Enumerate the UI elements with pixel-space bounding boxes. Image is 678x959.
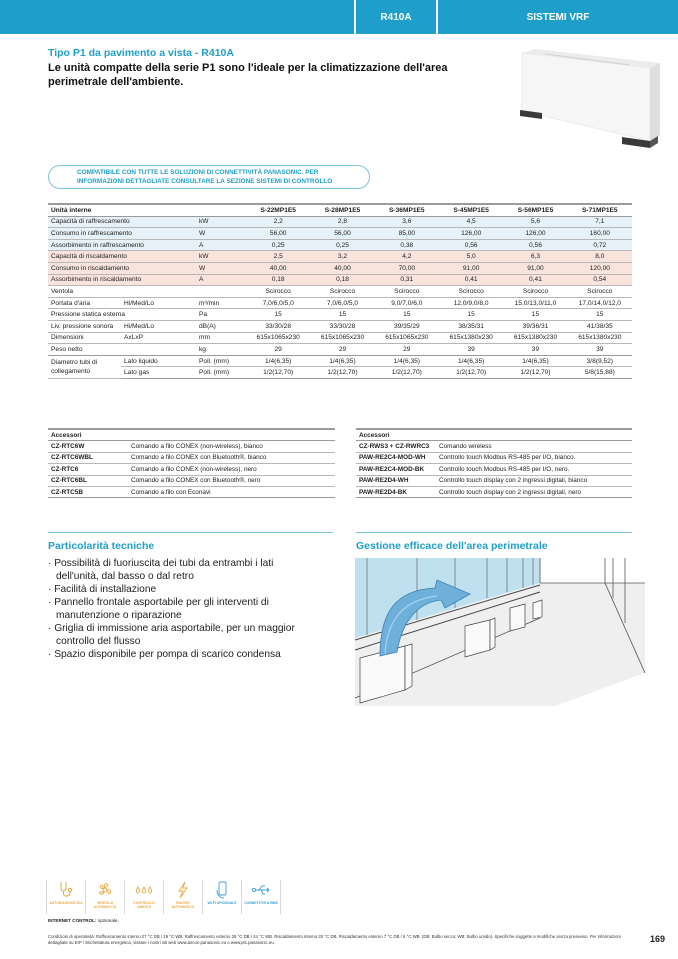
specification-table [48,203,632,379]
spec-value: Scirocco [310,286,374,298]
pipe-label-line-1: Diametro tubi di [51,358,98,366]
feature-badge-label: WI-FI OPZIONALE [207,901,237,905]
model-name: S-22MP1E5 [246,204,310,216]
accessory-row [356,475,632,486]
accessory-description: Comando a filo CONEX (non-wireless), bianco [128,441,335,452]
accessory-row [48,464,335,475]
pipe-label [48,355,121,378]
spec-value: 1/2(12,70) [375,367,439,379]
perimeter-illustration [355,558,650,706]
spec-label: Consumo in riscaldamento [48,262,196,274]
spec-value: 2,5 [246,251,310,263]
model-name: S-56MP1E5 [503,204,567,216]
spec-value: 40,00 [246,262,310,274]
spec-row [48,309,632,321]
spec-label: Portata d'aria [48,297,121,309]
spec-value: Scirocco [439,286,503,298]
internet-control-label: INTERNET CONTROL: [48,918,97,923]
spec-label: Capacità di raffrescamento [48,216,196,228]
spec-value: 15 [246,309,310,321]
spec-value: 39 [439,344,503,356]
connectivity-notice [48,165,370,189]
feature-badge-label: CONTROLLO UMIDITÀ [133,901,155,909]
accessories-header [356,429,632,441]
feature-badge-riavvio [164,880,203,914]
accessory-description: Controllo touch display con 2 ingressi digitali, nero [436,486,632,497]
accessory-row [356,452,632,463]
spec-value: 0,18 [246,274,310,286]
feature-badge-ventola [86,880,125,914]
spec-value: 33/30/28 [246,320,310,332]
stethoscope-icon [56,881,76,899]
spec-value: 3,6 [375,216,439,228]
spec-row [48,262,632,274]
spec-label: Ventola [48,286,196,298]
spec-value: 1/2(12,70) [503,367,567,379]
spec-value: 0,54 [568,274,632,286]
spec-value: 126,00 [439,228,503,240]
spec-row [48,332,632,344]
spec-label: Assorbimento in riscaldamento [48,274,196,286]
feature-badge-autodiagnostica [46,880,86,914]
spec-unit: A [196,274,246,286]
model-name: S-28MP1E5 [310,204,374,216]
accessory-description: Comando a filo CONEX con Bluetooth®, nero [128,475,335,486]
spec-value: 39/35/29 [375,320,439,332]
spec-value: 56,00 [246,228,310,240]
refrigerant-tab: R410A [380,11,412,23]
model-name: S-45MP1E5 [439,204,503,216]
section-tab: SISTEMI VRF [526,11,590,23]
spec-unit: kW [196,216,246,228]
spec-value: 12,0/9,0/8,0 [439,297,503,309]
accessory-row [48,452,335,463]
spec-row [48,297,632,309]
section-divider [48,532,333,533]
spec-value: 15 [375,309,439,321]
internet-control-value: opzionale. [96,918,119,923]
spec-value: 0,25 [246,239,310,251]
spec-value: 33/30/28 [310,320,374,332]
spec-unit: m³/min [196,297,246,309]
accessory-row [48,486,335,497]
spec-value: 120,00 [568,262,632,274]
pipe-side: Lato gas [121,367,196,379]
spec-value: 85,00 [375,228,439,240]
spec-label: Capacità di riscaldamento [48,251,196,263]
spec-row-pipe-gas [48,367,632,379]
spec-value: 1/4(6,35) [310,355,374,367]
spec-value: 41/38/35 [568,320,632,332]
spec-value: 1/2(12,70) [310,367,374,379]
spec-unit: dB(A) [196,320,246,332]
spec-value: 15 [503,309,567,321]
accessories-table-left [48,428,335,498]
feature-icons-row [46,880,281,914]
accessories-table-right [356,428,632,498]
spec-row [48,228,632,240]
spec-sublabel: Hi/Med/Lo [121,297,196,309]
feature-badge-label: CONNETTIVITÀ BMS [244,901,278,905]
spec-value: 8,0 [568,251,632,263]
spec-value: 29 [375,344,439,356]
spec-label: Assorbimento in raffrescamento [48,239,196,251]
spec-value: 0,72 [568,239,632,251]
accessory-description: Comando a filo con Econavi [128,486,335,497]
spec-value: 1/2(12,70) [439,367,503,379]
accessory-description: Comando a filo CONEX con Bluetooth®, bianco [128,452,335,463]
feature-badge-bms [242,880,281,914]
spec-value: 5/8(15,88) [568,367,632,379]
spec-value: 15 [439,309,503,321]
spec-unit: mm [196,332,246,344]
accessory-description: Controllo touch Modbus RS-485 per I/O, bianco. [436,452,632,463]
spec-value: 3,2 [310,251,374,263]
spec-value: 91,00 [503,262,567,274]
accessory-row [48,475,335,486]
spec-value: Scirocco [246,286,310,298]
accessory-description: Comando wireless [436,441,632,452]
features-list [48,557,308,661]
spec-unit: kW [196,251,246,263]
spec-value: 4,2 [375,251,439,263]
spec-value: 1/4(6,35) [246,355,310,367]
spec-label: Liv. pressione sonora [48,320,121,332]
accessory-row [356,441,632,452]
spec-unit: W [196,228,246,240]
spec-value: 9,0/7,0/6,0 [375,297,439,309]
spec-value: 160,00 [568,228,632,240]
spec-value: 5,0 [439,251,503,263]
accessories-title: Accessori [356,429,632,441]
spec-row [48,216,632,228]
spec-value: 29 [310,344,374,356]
spec-row [48,286,632,298]
feature-badge-wifi [203,880,242,914]
feature-item: · Griglia di immissione aria asportabile, per un maggior controllo del flusso [48,623,295,647]
spec-value: 2,8 [310,216,374,228]
accessory-row [356,464,632,475]
spec-value: 38/35/31 [439,320,503,332]
accessory-description: Comando a filo CONEX (non-wireless), nero [128,464,335,475]
spec-row [48,274,632,286]
product-headline: Le unità compatte della serie P1 sono l'ideale per la climatizzazione dell'area perimetrale dell'ambiente. [48,62,448,88]
spec-unit: kg [196,344,246,356]
model-name: S-36MP1E5 [375,204,439,216]
spec-row [48,344,632,356]
spec-value: 0,25 [310,239,374,251]
spec-value: 15,0/13,0/11,0 [503,297,567,309]
spec-value: 56,00 [310,228,374,240]
usb-icon [251,881,271,899]
spec-value: 7,0/6,0/5,0 [310,297,374,309]
spec-value: 39 [503,344,567,356]
product-subtitle: Tipo P1 da pavimento a vista - R410A [48,47,234,59]
spec-value: Scirocco [375,286,439,298]
spec-value: 615x1065x230 [375,332,439,344]
spec-value: 39/36/31 [503,320,567,332]
spec-value: 7,1 [568,216,632,228]
spec-value: 0,18 [310,274,374,286]
spec-value: 7,0/6,0/5,0 [246,297,310,309]
spec-unit: Pa [196,309,246,321]
accessory-code: CZ-RTC6BL [48,475,128,486]
spec-header-row [48,204,632,216]
section-divider [356,532,632,533]
accessory-code: CZ-RTC6 [48,464,128,475]
accessory-row [356,486,632,497]
spec-value: 91,00 [439,262,503,274]
fan-icon [95,881,115,899]
feature-badge-label: VENTOLA AUTOMATICA [93,901,117,909]
spec-value: 70,00 [375,262,439,274]
accessory-description: Controllo touch Modbus RS-485 per I/O, nero. [436,464,632,475]
top-header-bar [0,0,678,34]
spec-row [48,239,632,251]
smartphone-icon [212,881,232,899]
accessory-code: PAW-RE2D4-BK [356,486,436,497]
spec-row [48,251,632,263]
spec-value: 0,41 [503,274,567,286]
spec-value: 1/4(6,35) [375,355,439,367]
pipe-unit: Poll. (mm) [196,355,246,367]
spec-label: Consumo in raffrescamento [48,228,196,240]
spec-value: 1/4(6,35) [503,355,567,367]
spec-value: 6,3 [503,251,567,263]
spec-row-pipe-liquid [48,355,632,367]
feature-badge-umidita [125,880,164,914]
spec-value: 5,6 [503,216,567,228]
spec-value: Scirocco [503,286,567,298]
floor-unit-product-image [500,38,670,148]
accessory-code: CZ-RTC6W [48,441,128,452]
spec-value: 29 [246,344,310,356]
spec-label: Peso netto [48,344,196,356]
features-title: Particolarità tecniche [48,540,155,552]
accessory-row [48,441,335,452]
spec-value: 3/8(9,52) [568,355,632,367]
feature-item: · Facilità di installazione [48,584,157,595]
spec-value: 0,56 [439,239,503,251]
spec-value: 615x1065x230 [246,332,310,344]
accessory-description: Controllo touch display con 2 ingressi digitali, bianco [436,475,632,486]
spec-value: 4,5 [439,216,503,228]
spec-value: 40,00 [310,262,374,274]
spec-label: Pressione statica esterna [48,309,196,321]
spec-unit: A [196,239,246,251]
accessories-header [48,429,335,441]
page-number: 169 [650,934,666,944]
spec-value: 0,41 [439,274,503,286]
internet-control-note [48,918,119,923]
spec-value: 17,0/14,0/12,0 [568,297,632,309]
spec-value: 15 [568,309,632,321]
pipe-label-line-2: collegamento [51,367,91,375]
spec-value: Scirocco [568,286,632,298]
spec-value: 615x1380x230 [503,332,567,344]
accessory-code: CZ-RTC6WBL [48,452,128,463]
pipe-unit: Poll. (mm) [196,367,246,379]
accessory-code: CZ-RTC5B [48,486,128,497]
spec-value: 1/4(6,35) [439,355,503,367]
spec-value: 1/2(12,70) [246,367,310,379]
model-name: S-71MP1E5 [568,204,632,216]
feature-item: · Possibilità di fuoriuscita dei tubi da entrambi i lati dell'unità, dal basso o dal retro [48,558,274,582]
spec-sublabel: Hi/Med/Lo [121,320,196,332]
spec-unit: W [196,262,246,274]
accessory-code: CZ-RWS3 + CZ-RWRC3 [356,441,436,452]
spec-label: Dimensioni [48,332,121,344]
accessory-code: PAW-RE2C4-MOD-BK [356,464,436,475]
pipe-side: Lato liquido [121,355,196,367]
spec-row [48,320,632,332]
feature-item: · Pannello frontale asportabile per gli interventi di manutenzione o riparazione [48,597,269,621]
spec-value: 615x1065x230 [310,332,374,344]
spec-value: 615x1380x230 [568,332,632,344]
spec-sublabel: AxLxP [121,332,196,344]
spec-value: 15 [310,309,374,321]
spec-value: 126,00 [503,228,567,240]
spec-value: 0,38 [375,239,439,251]
spec-value: 2,2 [246,216,310,228]
header-label: Unità interne [48,204,246,216]
perimeter-title: Gestione efficace dell'area perimetrale [356,540,548,552]
spec-value: 0,56 [503,239,567,251]
footer-conditions: Condizioni di operatività: Raffrescamento interno 27 °C DB / 19 °C WB. Raffrescamento esterno 35 °C DB / 24 °C WB. Riscaldamento interno 20 °C DB. Riscaldamento esterno 7 °C DB / 6 °C WB. (DB: Bulbo secco; WB: Bulbo umido). Specifiche soggette a modifiche senza preavviso. Per informazioni dettagliate su ErP / Etichettatura energetica, visitare i nostri siti web www.aircon.panasonic.eu o www.ptc.panasonic.eu. [48,934,621,945]
spec-unit [196,286,246,298]
notice-line-1: COMPATIBILE CON TUTTE LE SOLUZIONI DI CONNETTIVITÀ PANASONIC. PER [77,169,319,176]
accessory-code: PAW-RE2D4-WH [356,475,436,486]
lightning-icon [173,881,193,899]
feature-badge-label: AUTODIAGNOSTICA [49,901,83,905]
spec-value: 0,31 [375,274,439,286]
spec-value: 615x1380x230 [439,332,503,344]
feature-item: · Spazio disponibile per pompa di scarico condensa [48,649,281,660]
accessory-code: PAW-RE2C4-MOD-WH [356,452,436,463]
accessories-title: Accessori [48,429,335,441]
feature-badge-label: RIAVVIO AUTOMATICO [171,901,195,909]
droplets-icon [134,881,154,899]
notice-line-2: INFORMAZIONI DETTAGLIATE CONSULTARE LA SEZIONE SISTEMI DI CONTROLLO [77,177,333,185]
spec-value: 39 [568,344,632,356]
